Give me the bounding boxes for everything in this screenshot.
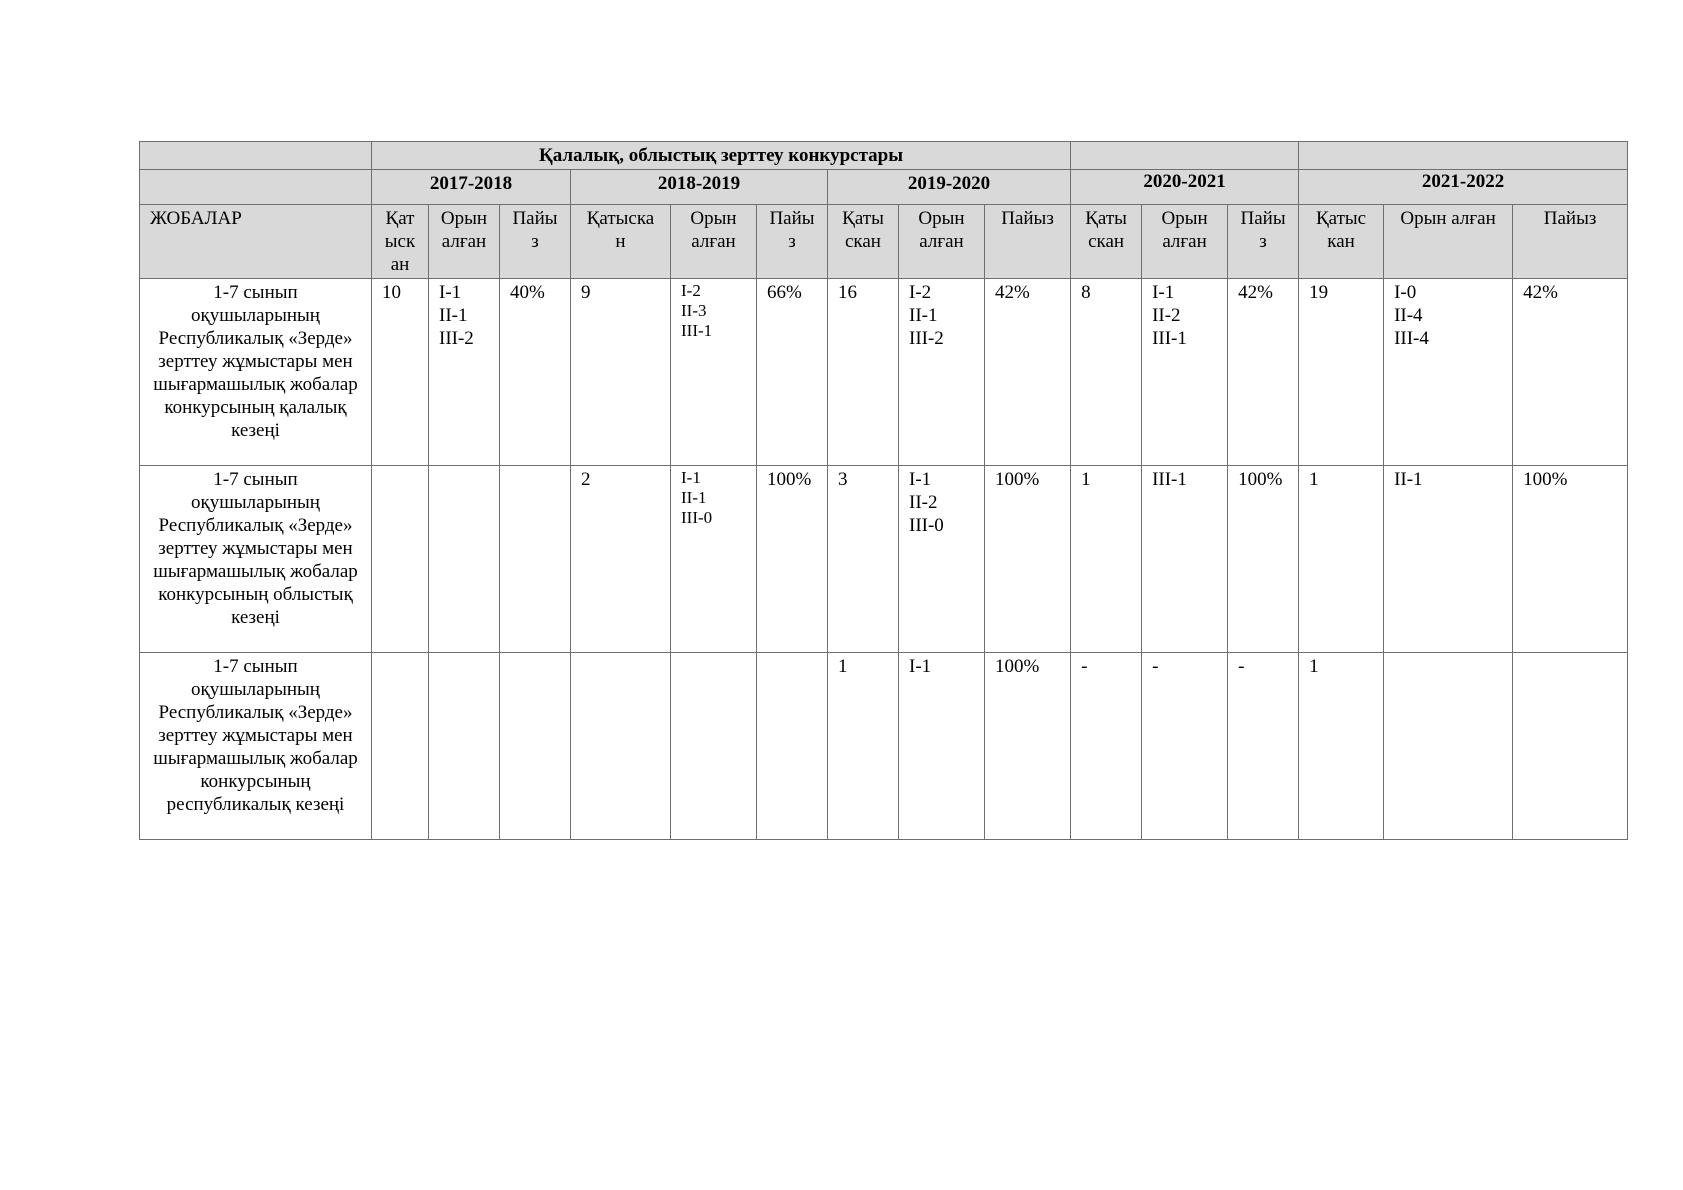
participants-cell: 1 <box>1299 466 1384 653</box>
percent-header: Пайы з <box>757 205 828 279</box>
places-cell: II-1 <box>1384 466 1513 653</box>
places-cell: I-1 II-1 III-0 <box>671 466 757 653</box>
participants-cell: 1 <box>1299 653 1384 840</box>
blank-header-cell <box>1299 142 1628 170</box>
projects-header: ЖОБАЛАР <box>140 205 372 279</box>
year-header: 2019-2020 <box>828 170 1071 205</box>
blank-header-cell <box>1071 142 1299 170</box>
participants-header: Қаты скан <box>1071 205 1142 279</box>
percent-cell <box>1513 653 1628 840</box>
blank-header-cell <box>140 142 372 170</box>
places-cell: I-1 II-2 III-0 <box>899 466 985 653</box>
places-header: Орын алған <box>899 205 985 279</box>
participants-cell <box>372 653 429 840</box>
percent-cell: 100% <box>1228 466 1299 653</box>
places-cell <box>1384 653 1513 840</box>
table-row <box>140 279 1628 466</box>
participants-header: Қатыс кан <box>1299 205 1384 279</box>
project-name: 1-7 сынып оқушыларының Республикалық «Зерде» зерттеу жұмыстары мен шығармашылық жобалар конкурсының қалалық кезеңі <box>140 279 372 466</box>
column-header-row <box>140 205 1628 279</box>
percent-header: Пайы з <box>500 205 571 279</box>
places-cell <box>429 653 500 840</box>
percent-header: Пайыз <box>985 205 1071 279</box>
places-header: Орын алған <box>429 205 500 279</box>
places-header: Орын алған <box>1142 205 1228 279</box>
participants-header: Қаты скан <box>828 205 899 279</box>
places-cell: I-0 II-4 III-4 <box>1384 279 1513 466</box>
places-cell: III-1 <box>1142 466 1228 653</box>
places-header: Орын алған <box>1384 205 1513 279</box>
participants-cell <box>372 466 429 653</box>
contest-results-table <box>139 141 1628 840</box>
year-header: 2020-2021 <box>1071 170 1299 205</box>
participants-cell: 16 <box>828 279 899 466</box>
places-cell: I-2 II-1 III-2 <box>899 279 985 466</box>
percent-cell: 42% <box>985 279 1071 466</box>
participants-cell: - <box>1071 653 1142 840</box>
percent-cell <box>500 466 571 653</box>
participants-cell: 19 <box>1299 279 1384 466</box>
year-header: 2021-2022 <box>1299 170 1628 205</box>
table-row <box>140 466 1628 653</box>
percent-header: Пайы з <box>1228 205 1299 279</box>
percent-cell: 100% <box>985 653 1071 840</box>
percent-cell: 100% <box>757 466 828 653</box>
percent-cell: 42% <box>1228 279 1299 466</box>
participants-cell: 9 <box>571 279 671 466</box>
participants-cell: 1 <box>1071 466 1142 653</box>
places-cell: I-1 II-1 III-2 <box>429 279 500 466</box>
group-header: Қалалық, облыстық зерттеу конкурстары <box>372 142 1071 170</box>
percent-cell: - <box>1228 653 1299 840</box>
percent-cell: 66% <box>757 279 828 466</box>
participants-cell: 2 <box>571 466 671 653</box>
group-header-row <box>140 142 1628 170</box>
participants-cell: 1 <box>828 653 899 840</box>
project-name: 1-7 сынып оқушыларының Республикалық «Зерде» зерттеу жұмыстары мен шығармашылық жобалар конкурсының республикалық кезеңі <box>140 653 372 840</box>
percent-cell: 42% <box>1513 279 1628 466</box>
project-name: 1-7 сынып оқушыларының Республикалық «Зерде» зерттеу жұмыстары мен шығармашылық жобалар конкурсының облыстық кезеңі <box>140 466 372 653</box>
participants-cell <box>571 653 671 840</box>
places-cell: I-2 II-3 III-1 <box>671 279 757 466</box>
percent-cell: 40% <box>500 279 571 466</box>
blank-header-cell <box>140 170 372 205</box>
places-cell: - <box>1142 653 1228 840</box>
participants-header: Қат ыск ан <box>372 205 429 279</box>
places-header: Орын алған <box>671 205 757 279</box>
percent-cell <box>757 653 828 840</box>
participants-header: Қатыска н <box>571 205 671 279</box>
percent-cell: 100% <box>1513 466 1628 653</box>
percent-header: Пайыз <box>1513 205 1628 279</box>
participants-cell: 3 <box>828 466 899 653</box>
year-header-row <box>140 170 1628 205</box>
participants-cell: 10 <box>372 279 429 466</box>
participants-cell: 8 <box>1071 279 1142 466</box>
table-row <box>140 653 1628 840</box>
places-cell <box>429 466 500 653</box>
places-cell <box>671 653 757 840</box>
year-header: 2018-2019 <box>571 170 828 205</box>
places-cell: I-1 <box>899 653 985 840</box>
percent-cell <box>500 653 571 840</box>
places-cell: I-1 II-2 III-1 <box>1142 279 1228 466</box>
year-header: 2017-2018 <box>372 170 571 205</box>
percent-cell: 100% <box>985 466 1071 653</box>
